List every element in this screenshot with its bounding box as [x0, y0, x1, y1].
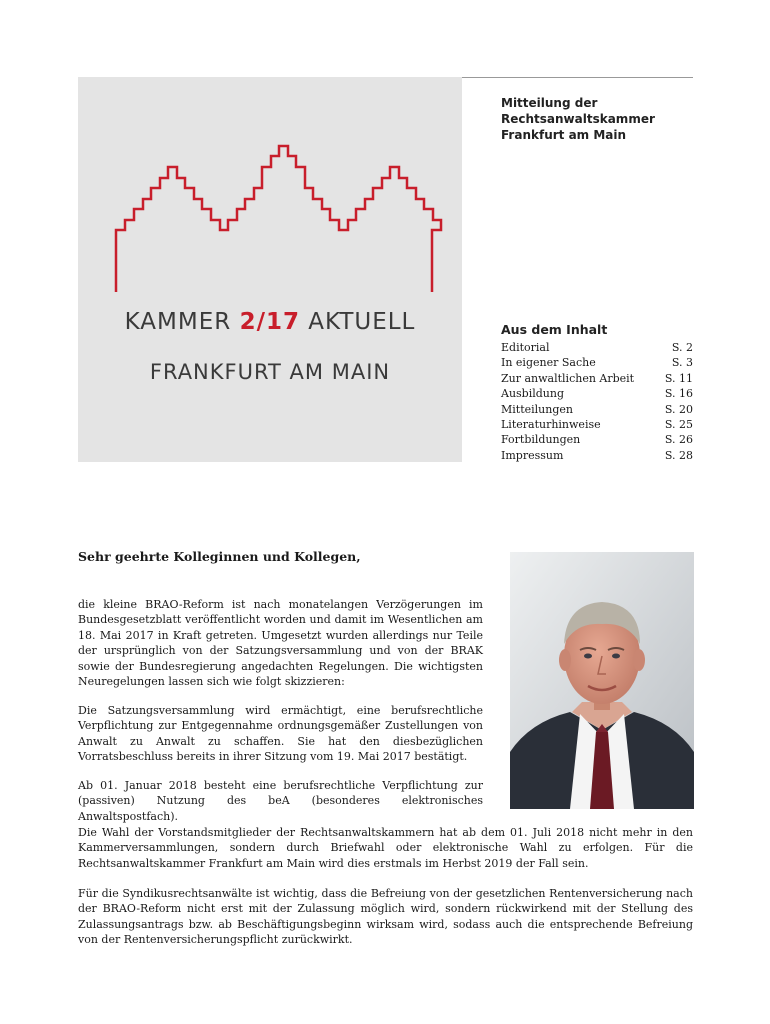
- toc-page: S. 2: [671, 341, 693, 354]
- publisher-line: Rechtsanwaltskammer: [501, 112, 655, 126]
- editorial-salutation: Sehr geehrte Kolleginnen und Kollegen,: [78, 549, 361, 564]
- toc-item[interactable]: [501, 371, 693, 386]
- toc-label: In eigener Sache: [501, 356, 596, 370]
- toc-page: S. 25: [664, 418, 693, 432]
- top-rule: [462, 77, 693, 78]
- editorial-paragraph: Die Satzungsversammlung wird ermächtigt, eine berufsrechtliche Verpflichtung zur Entgegennahme ordnungsgemäßer Zustellungen von Anwalt zu Anwalt zu schaffen. Sie hat den diesbezüglichen Vorratsbeschluss bereits in ihrer Sitzung vom 19. Mai 2017 bestätigt.: [78, 704, 483, 764]
- editorial-paragraph: die kleine BRAO-Reform ist nach monatelangen Verzögerungen im Bundesgesetzblatt veröffentlicht worden und damit im Wesentlichen am 18. Mai 2017 in Kraft getreten. Umgesetzt wurden allerdings nur Teile der ursprünglich von der Satzungsversammlung und von der BRAK sowie der Bundesregierung angedachten Regelungen. Die wichtigsten Neuregelungen lassen sich wie folgt skizzieren:: [78, 598, 483, 689]
- masthead-subtitle: FRANKFURT AM MAIN: [149, 360, 391, 384]
- toc-page: S. 3: [671, 356, 693, 370]
- toc-label: Mitteilungen: [501, 402, 573, 416]
- toc-page: S. 28: [664, 448, 693, 462]
- editorial-paragraph: Ab 01. Januar 2018 besteht eine berufsrechtliche Verpflichtung zur (passiven) Nutzung des beA (besonderes elektronisches Anwaltspostfach).: [78, 779, 483, 823]
- toc-item[interactable]: [501, 355, 693, 370]
- toc-label: Impressum: [501, 448, 564, 462]
- skyline-logo-icon: [78, 77, 462, 462]
- toc-item[interactable]: [501, 340, 693, 355]
- publisher-line: Frankfurt am Main: [501, 128, 627, 142]
- masthead: [78, 77, 462, 462]
- publisher-block: [501, 95, 691, 143]
- publisher-line: Mitteilung der: [501, 96, 598, 110]
- toc-item[interactable]: [501, 386, 693, 401]
- toc-label: Editorial: [501, 341, 550, 354]
- toc-item[interactable]: [501, 402, 693, 417]
- table-of-contents: [501, 340, 693, 463]
- toc-page: S. 20: [664, 402, 693, 416]
- toc-page: S. 26: [664, 433, 693, 447]
- toc-page: S. 16: [664, 387, 693, 401]
- editorial-paragraph: Für die Syndikusrechtsanwälte ist wichtig, dass die Befreiung von der gesetzlichen Rentenversicherung nach der BRAO-Reform nicht erst mit der Zulassung möglich wird, sondern rückwirkend mit der Stellung des Zulassungsantrags bzw. ab Beschäftigungsbeginn wirksam wird, sodass auch die entsprechende Befreiung von der Rentenversicherungspflicht zurückwirkt.: [78, 887, 693, 947]
- toc-label: Ausbildung: [501, 387, 565, 401]
- toc-item[interactable]: [501, 432, 693, 447]
- toc-page: S. 11: [664, 371, 693, 385]
- portrait-illustration: [510, 552, 694, 809]
- toc-item[interactable]: [501, 417, 693, 432]
- masthead-title-right: AKTUELL: [308, 309, 416, 335]
- toc-item[interactable]: [501, 448, 693, 463]
- toc-label: Fortbildungen: [501, 433, 581, 447]
- toc-label: Literaturhinweise: [501, 418, 601, 432]
- skyline-outline: [116, 146, 441, 292]
- toc-heading: Aus dem Inhalt: [501, 322, 608, 337]
- editorial-paragraph: Die Wahl der Vorstandsmitglieder der Rechtsanwaltskammern hat ab dem 01. Juli 2018 nicht mehr in den Kammerversammlungen, sondern durch Briefwahl oder elektronische Wahl zu erfolgen. Für die Rechtsanwaltskammer Frankfurt am Main wird dies erstmals im Herbst 2019 der Fall sein.: [78, 826, 693, 870]
- masthead-title: [78, 309, 462, 335]
- toc-label: Zur anwaltlichen Arbeit: [501, 371, 635, 385]
- issue-number: 2/17: [239, 309, 300, 335]
- masthead-title-left: KAMMER: [124, 309, 232, 335]
- author-portrait-photo: [510, 552, 694, 809]
